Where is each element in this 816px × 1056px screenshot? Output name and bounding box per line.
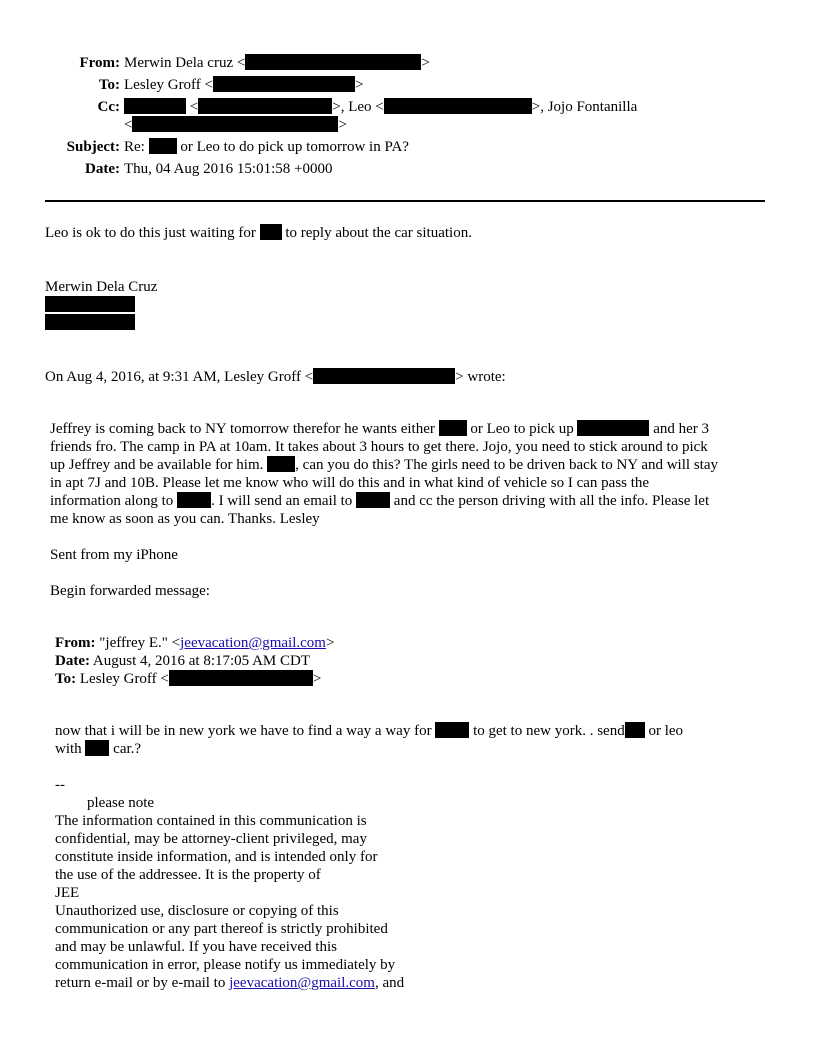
- disclaimer-line: Unauthorized use, disclosure or copying of this: [55, 903, 339, 919]
- fwd-from-email-link[interactable]: jeevacation@gmail.com: [180, 635, 326, 651]
- redaction: [132, 116, 338, 132]
- subject-line: [124, 138, 409, 156]
- fwd-body-line-2: [55, 740, 141, 758]
- text: >: [312, 671, 322, 687]
- text: and cc the person driving with all the info. Please let: [393, 493, 710, 509]
- text: >: [325, 635, 335, 651]
- text: . I will send an email to: [211, 493, 353, 509]
- redaction: [435, 722, 469, 738]
- fwd-from-label: From:: [55, 635, 96, 651]
- sent-from: Sent from my iPhone: [50, 547, 178, 563]
- text: information along to: [50, 493, 174, 509]
- from-line: Merwin Dela cruz < >: [124, 55, 430, 71]
- to-line: Lesley Groff < >: [124, 77, 364, 93]
- redaction: [149, 138, 177, 154]
- text: to get to new york. . send: [473, 723, 625, 739]
- disclaimer-line: JEE: [55, 885, 80, 901]
- date-value: Thu, 04 Aug 2016 15:01:58 +0000: [124, 161, 333, 177]
- text: or Leo to pick up: [470, 421, 574, 437]
- quoted-line-2: friends fro. The camp in PA at 10am. It takes about 3 hours to get there. Jojo, you need to stick around to pick: [50, 439, 708, 455]
- cc-line-2: < >: [124, 117, 347, 133]
- redaction: [267, 456, 295, 472]
- redaction: [384, 98, 532, 114]
- text: now that i will be in new york we have to find a way a way for: [55, 723, 432, 739]
- cc-label: Cc:: [97, 99, 120, 115]
- sig-dash: --: [55, 777, 65, 793]
- subject-text: or Leo to do pick up tomorrow in PA?: [180, 139, 409, 155]
- redaction: [245, 54, 421, 70]
- redaction: [45, 296, 135, 312]
- to-label: To:: [98, 77, 120, 93]
- disclaimer-line: the use of the addressee. It is the property of: [55, 867, 321, 883]
- text: car.?: [113, 741, 142, 757]
- date-label: Date:: [85, 161, 120, 177]
- redaction: [177, 492, 211, 508]
- disclaimer-line: communication or any part thereof is strictly prohibited: [55, 921, 388, 937]
- text: and her 3: [653, 421, 710, 437]
- reply-text-b: to reply about the car situation.: [285, 225, 472, 241]
- sig-note: please note: [87, 795, 155, 811]
- redaction: [85, 740, 109, 756]
- disclaimer-email-link[interactable]: jeevacation@gmail.com: [229, 975, 375, 991]
- fwd-to-label: To:: [55, 671, 77, 687]
- quote-intro: [45, 368, 506, 386]
- fwd-to-name: Lesley Groff <: [79, 671, 169, 687]
- redaction: [213, 76, 355, 92]
- disclaimer-last-line: [55, 974, 404, 992]
- disclaimer-line: communication in error, please notify us immediately by: [55, 957, 396, 973]
- subject-prefix: Re:: [124, 139, 145, 155]
- to-name: Lesley Groff: [124, 77, 201, 93]
- fwd-date-value: August 4, 2016 at 8:17:05 AM CDT: [92, 653, 311, 669]
- redaction: [45, 314, 135, 330]
- text: , can you do this? The girls need to be driven back to NY and will stay: [295, 457, 718, 473]
- reply-body: [45, 224, 472, 242]
- fwd-from-line: [55, 634, 334, 652]
- quote-intro-a: On Aug 4, 2016, at 9:31 AM, Lesley Groff <: [45, 369, 314, 385]
- quoted-line-6: me know as soon as you can. Thanks. Lesley: [50, 511, 320, 527]
- text: , and: [374, 975, 405, 991]
- header-divider: [45, 200, 765, 202]
- fwd-date-line: [55, 652, 310, 670]
- redaction: [169, 670, 313, 686]
- quote-intro-b: > wrote:: [455, 369, 506, 385]
- text: with: [55, 741, 82, 757]
- fwd-date-label: Date:: [55, 653, 90, 669]
- redaction: [577, 420, 649, 436]
- fwd-body-line-1: [55, 722, 683, 740]
- quoted-line-4: in apt 7J and 10B. Please let me know who will do this and in what kind of vehicle so I can pass the: [50, 475, 650, 491]
- redaction: [198, 98, 332, 114]
- text: up Jeffrey and be available for him.: [50, 457, 264, 473]
- signature-name: Merwin Dela Cruz: [45, 279, 158, 295]
- disclaimer-line: constitute inside information, and is intended only for: [55, 849, 378, 865]
- quoted-line-5: [50, 492, 709, 510]
- text: return e-mail or by e-mail to: [55, 975, 226, 991]
- quoted-line-3: [50, 456, 718, 474]
- from-label: From:: [79, 55, 120, 71]
- redaction: [439, 420, 467, 436]
- redaction: [124, 98, 186, 114]
- cc-line: < >, Leo < >, Jojo Fontanilla: [124, 98, 637, 116]
- redaction: [313, 368, 455, 384]
- cc-jojo: , Jojo Fontanilla: [540, 99, 638, 115]
- text: Jeffrey is coming back to NY tomorrow therefor he wants either: [50, 421, 435, 437]
- redaction: [260, 224, 282, 240]
- reply-text-a: Leo is ok to do this just waiting for: [45, 225, 256, 241]
- disclaimer-line: confidential, may be attorney-client privileged, may: [55, 831, 367, 847]
- disclaimer-line: The information contained in this communication is: [55, 813, 367, 829]
- redaction: [625, 722, 645, 738]
- from-name: Merwin Dela cruz: [124, 55, 234, 71]
- fwd-from-name: "jeffrey E." <: [99, 635, 181, 651]
- cc-leo: , Leo: [340, 99, 372, 115]
- fwd-to-line: [55, 670, 321, 688]
- quoted-line-1: [50, 420, 709, 438]
- redaction: [356, 492, 390, 508]
- subject-label: Subject:: [66, 139, 120, 155]
- text: or leo: [648, 723, 684, 739]
- begin-forwarded: Begin forwarded message:: [50, 583, 210, 599]
- disclaimer-line: and may be unlawful. If you have received this: [55, 939, 337, 955]
